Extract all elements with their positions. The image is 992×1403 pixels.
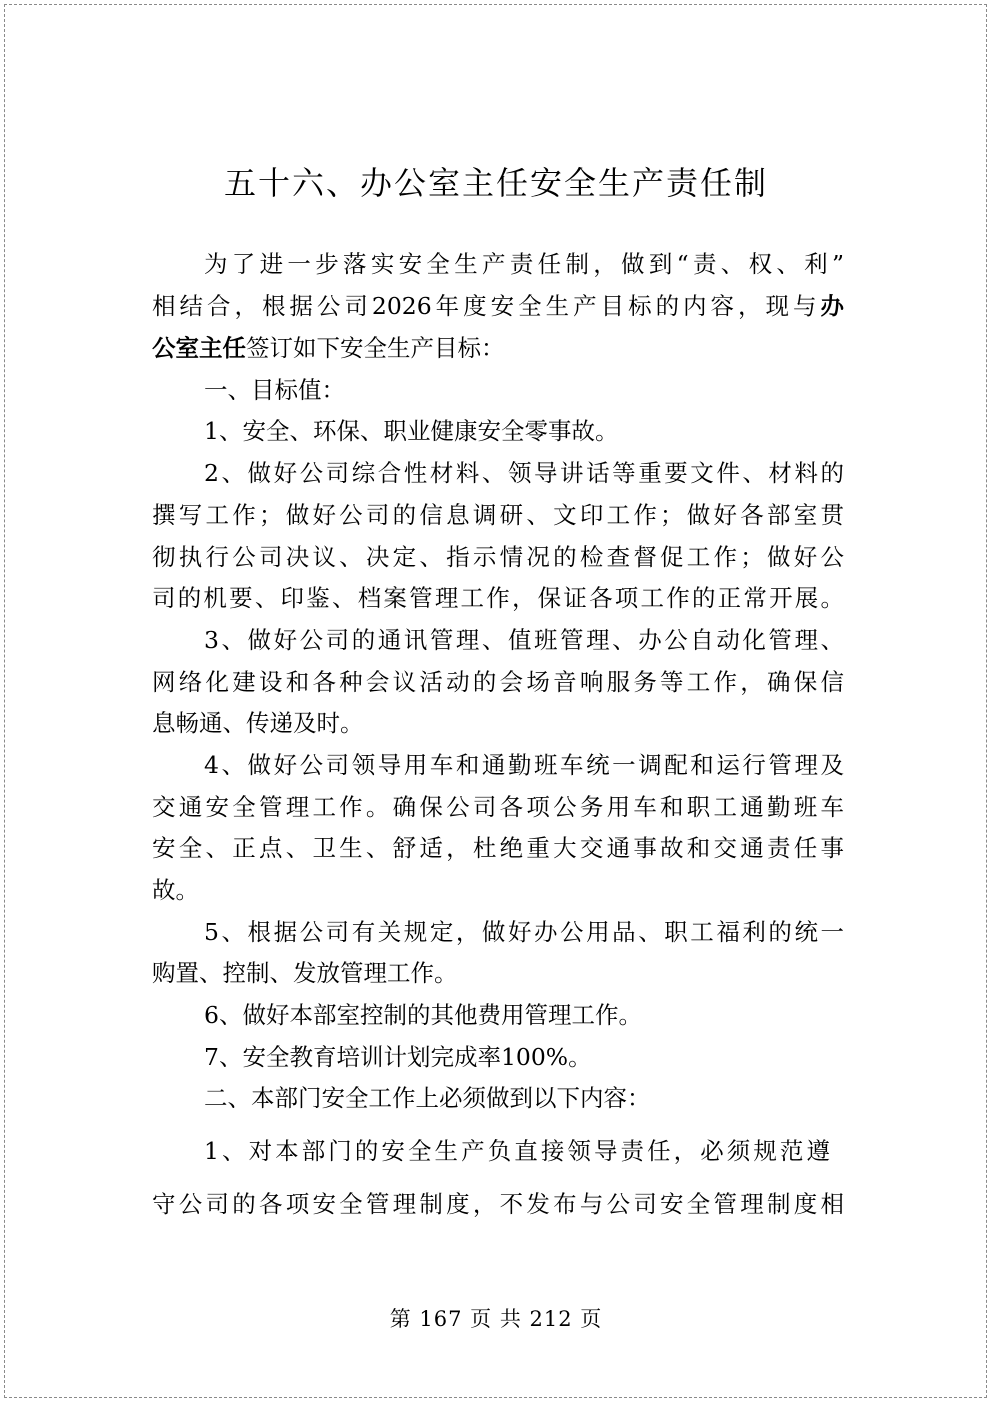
paragraph-line: 5、根据公司有关规定，做好办公用品、职工福利的统一 bbox=[204, 918, 844, 946]
paragraph-line: 4、做好公司领导用车和通勤班车统一调配和运行管理及 bbox=[204, 751, 844, 779]
paragraph-line: 1、安全、环保、职业健康安全零事故。 bbox=[204, 417, 619, 445]
paragraph-line: 2、做好公司综合性材料、领导讲话等重要文件、材料的 bbox=[204, 459, 844, 487]
paragraph-line: 1、对本部门的安全生产负直接领导责任，必须规范遵 bbox=[204, 1137, 830, 1165]
paragraph-line: 6、做好本部室控制的其他费用管理工作。 bbox=[204, 1001, 642, 1029]
paragraph-line: 网络化建设和各种会议活动的会场音响服务等工作，确保信 bbox=[152, 668, 844, 696]
paragraph-line: 相结合，根据公司2026年度安全生产目标的内容，现与办 bbox=[152, 292, 844, 320]
document-title: 五十六、办公室主任安全生产责任制 bbox=[223, 164, 768, 202]
paragraph-line: 公室主任签订如下安全生产目标： bbox=[152, 334, 505, 362]
section-heading: 二、本部门安全工作上必须做到以下内容： bbox=[204, 1084, 651, 1112]
paragraph-line: 撰写工作；做好公司的信息调研、文印工作；做好各部室贯 bbox=[152, 501, 844, 529]
paragraph-line: 安全、正点、卫生、舒适，杜绝重大交通事故和交通责任事 bbox=[152, 834, 844, 862]
paragraph-line: 守公司的各项安全管理制度，不发布与公司安全管理制度相 bbox=[152, 1190, 844, 1218]
paragraph-line: 故。 bbox=[152, 876, 199, 904]
paragraph-line: 彻执行公司决议、决定、指示情况的检查督促工作；做好公 bbox=[152, 543, 844, 571]
paragraph-line: 3、做好公司的通讯管理、值班管理、办公自动化管理、 bbox=[204, 626, 844, 654]
paragraph-line: 息畅通、传递及时。 bbox=[152, 709, 364, 737]
paragraph-line: 为了进一步落实安全生产责任制，做到“责、权、利” bbox=[204, 250, 844, 278]
paragraph-line: 司的机要、印鉴、档案管理工作，保证各项工作的正常开展。 bbox=[152, 584, 844, 612]
page-number: 第 167 页 共 212 页 bbox=[389, 1307, 603, 1331]
paragraph-line: 7、安全教育培训计划完成率100%。 bbox=[204, 1043, 592, 1071]
paragraph-line: 交通安全管理工作。确保公司各项公务用车和职工通勤班车 bbox=[152, 793, 844, 821]
section-heading: 一、目标值： bbox=[204, 376, 345, 404]
paragraph-line: 购置、控制、发放管理工作。 bbox=[152, 959, 458, 987]
